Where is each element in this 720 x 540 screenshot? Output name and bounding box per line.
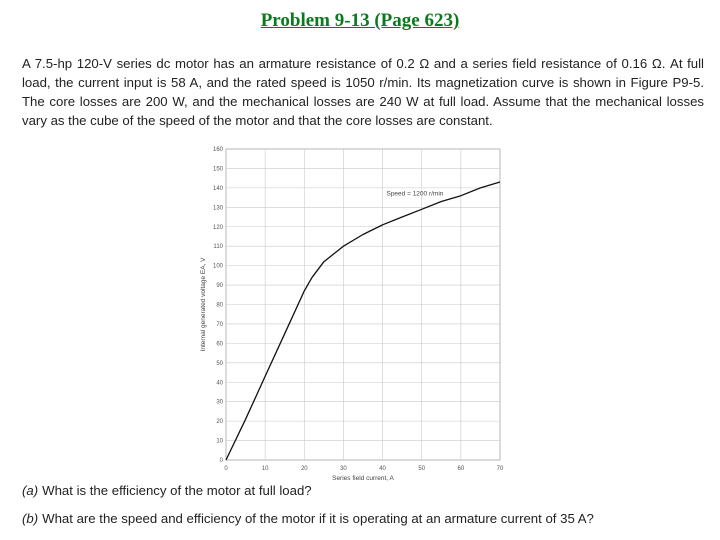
question-b [22, 511, 702, 526]
y-tick-label: 10 [216, 438, 223, 445]
x-tick-label: 70 [496, 466, 504, 472]
y-tick-label: 120 [212, 224, 223, 231]
x-tick-label: 40 [379, 466, 386, 472]
y-axis-label: Internal generated voltage EA, V [200, 257, 207, 352]
x-tick-label: 50 [418, 466, 426, 472]
y-tick-label: 20 [216, 419, 223, 426]
problem-statement: A 7.5-hp 120-V series dc motor has an armature resistance of 0.2 Ω and a series field resistance of 0.16 Ω. At full load, the current input is 58 A, and the rated speed is 1050 r/min. Its magnetization curve is shown in Figure P9-5. The core losses are 200 W, and the mechanical losses are 240 W at full load. Assume that the mechanical losses vary as the cube of the speed of the motor and that the core losses are constant. [22, 56, 704, 128]
y-tick-label: 90 [216, 283, 223, 290]
y-tick-label: 40 [216, 380, 223, 387]
y-tick-label: 150 [212, 166, 223, 173]
y-tick-label: 100 [212, 263, 223, 270]
y-tick-label: 140 [212, 185, 223, 192]
question-b-text: What are the speed and efficiency of the motor if it is operating at an armature current of 35 A? [42, 511, 594, 526]
x-tick-label: 0 [224, 466, 228, 472]
x-tick-label: 20 [300, 466, 308, 472]
y-tick-label: 110 [213, 244, 223, 251]
magnetization-chart [196, 143, 508, 481]
question-a-text: What is the efficiency of the motor at full load? [42, 483, 312, 498]
question-b-tag: (b) [22, 511, 39, 526]
x-tick-label: 10 [261, 466, 269, 472]
y-tick-label: 160 [212, 147, 223, 153]
y-tick-label: 60 [216, 341, 223, 348]
y-tick-label: 0 [219, 458, 223, 464]
x-tick-label: 30 [340, 466, 347, 472]
speed-annotation: Speed = 1200 r/min [386, 190, 444, 198]
y-tick-label: 50 [216, 360, 223, 367]
page-title: Problem 9-13 (Page 623) [260, 10, 460, 31]
question-a-tag: (a) [22, 483, 39, 498]
x-tick-label: 60 [457, 466, 465, 472]
y-tick-label: 130 [212, 205, 223, 212]
y-tick-label: 70 [216, 321, 223, 328]
y-tick-label: 30 [216, 399, 223, 406]
question-a [22, 483, 702, 498]
x-axis-label: Series field current, A [332, 475, 394, 481]
magnetization-curve-figure [196, 143, 508, 486]
y-tick-label: 80 [216, 302, 223, 309]
